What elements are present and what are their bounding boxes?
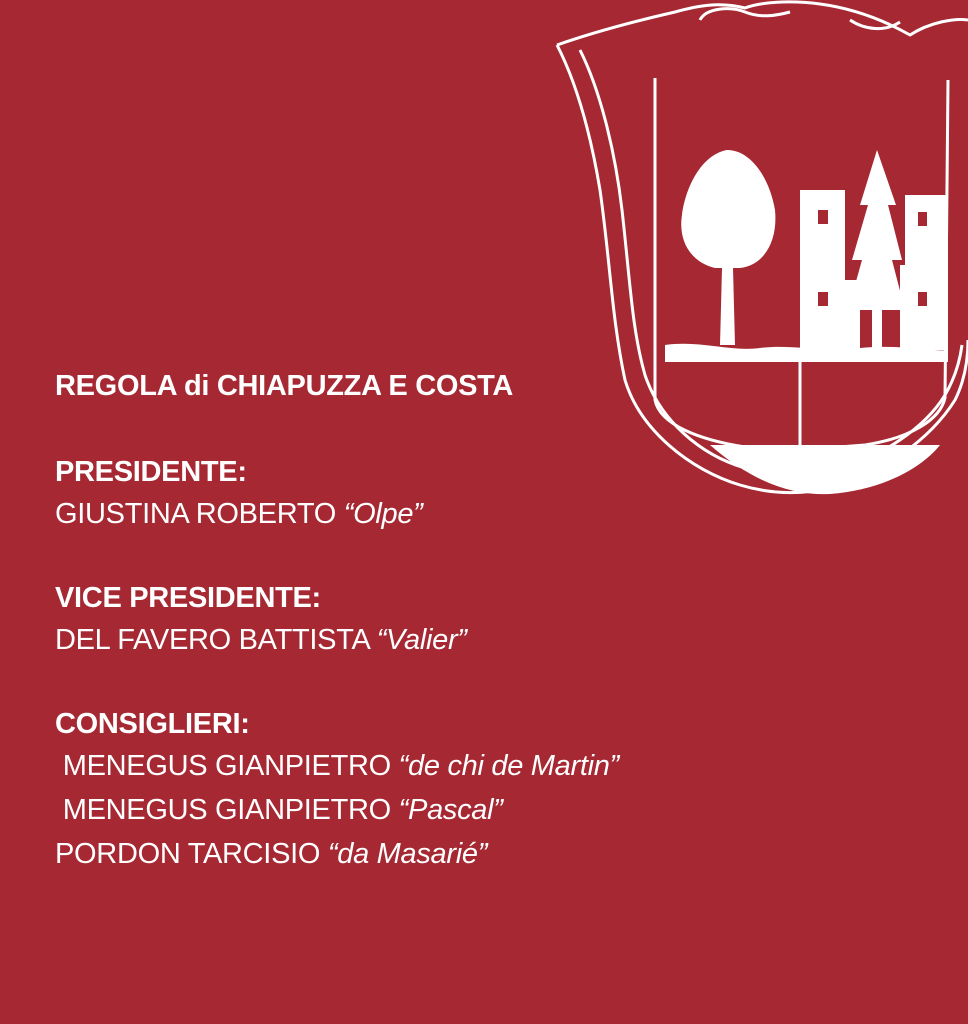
member-name: PORDON TARCISIO <box>55 838 321 870</box>
member-line <box>55 788 915 832</box>
member-name: MENEGUS GIANPIETRO <box>55 794 391 826</box>
section-label: PRESIDENTE: <box>55 456 247 488</box>
member-nickname: “Pascal” <box>398 794 503 826</box>
document-text <box>55 362 915 876</box>
section-councillors <box>55 704 915 876</box>
member-line <box>55 492 915 536</box>
member-line <box>55 832 915 876</box>
member-name: GIUSTINA ROBERTO <box>55 498 336 530</box>
section-president <box>55 452 915 536</box>
member-name: DEL FAVERO BATTISTA <box>55 624 369 656</box>
member-nickname: “da Masarié” <box>327 838 488 870</box>
member-nickname: “Olpe” <box>343 498 423 530</box>
member-nickname: “de chi de Martin” <box>398 750 619 782</box>
member-line <box>55 744 915 788</box>
section-vice-president <box>55 578 915 662</box>
member-nickname: “Valier” <box>376 624 467 656</box>
member-line <box>55 618 915 662</box>
section-label: CONSIGLIERI: <box>55 708 250 740</box>
page-title: REGOLA di CHIAPUZZA E COSTA <box>55 370 514 402</box>
section-label: VICE PRESIDENTE: <box>55 582 321 614</box>
member-name: MENEGUS GIANPIETRO <box>55 750 391 782</box>
